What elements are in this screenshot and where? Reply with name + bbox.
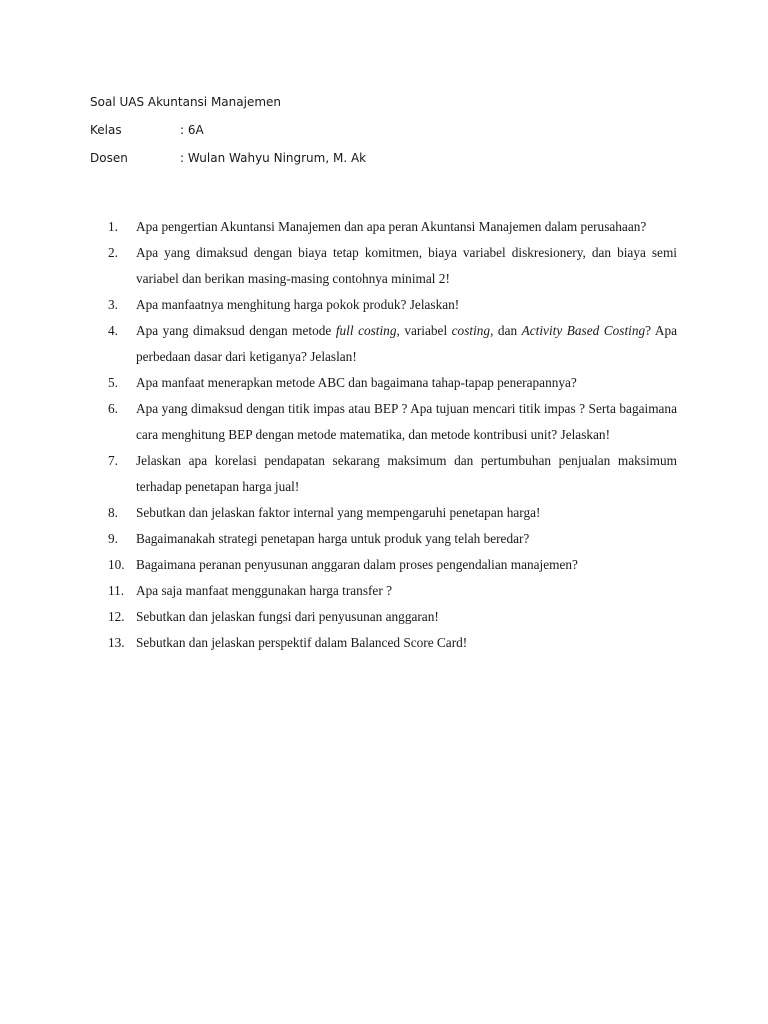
list-item: [108, 214, 677, 240]
dosen-value: : Wulan Wahyu Ningrum, M. Ak: [180, 151, 367, 165]
list-item: [108, 396, 677, 448]
question-number: 13.: [108, 635, 125, 650]
kelas-row: [90, 120, 366, 148]
list-item: [108, 526, 677, 552]
question-text: Apa pengertian Akuntansi Manajemen dan apa peran Akuntansi Manajemen dalam perusahaan?: [136, 219, 647, 234]
list-item: [108, 448, 677, 500]
list-item: [108, 500, 677, 526]
question-text: Apa yang dimaksud dengan biaya tetap komitmen, biaya variabel diskresionery, dan biaya semi variabel dan berikan masing-masing contohnya minimal 2!: [136, 245, 677, 286]
question-number: 11.: [108, 583, 125, 598]
question-text: Jelaskan apa korelasi pendapatan sekarang maksimum dan pertumbuhan penjualan maksimum terhadap penetapan harga jual!: [136, 453, 677, 494]
kelas-label: Kelas: [90, 123, 122, 137]
question-number: 9.: [108, 531, 118, 546]
question-number: 8.: [108, 505, 118, 520]
list-item: [108, 240, 677, 292]
list-item: [108, 292, 677, 318]
list-item: [108, 318, 677, 370]
list-item: [108, 630, 677, 656]
question-number: 3.: [108, 297, 118, 312]
list-item: [108, 370, 677, 396]
question-text: Sebutkan dan jelaskan perspektif dalam Balanced Score Card!: [136, 635, 468, 650]
question-number: 6.: [108, 401, 118, 416]
title-row: [90, 92, 366, 120]
question-number: 1.: [108, 219, 118, 234]
question-number: 4.: [108, 323, 118, 338]
question-text: Apa yang dimaksud dengan titik impas atau BEP ? Apa tujuan mencari titik impas ? Serta bagaimana cara menghitung BEP dengan metode matematika, dan metode kontribusi unit? Jelaskan!: [136, 401, 677, 442]
list-item: [108, 578, 677, 604]
question-text: Bagaimana peranan penyusunan anggaran dalam proses pengendalian manajemen?: [136, 557, 578, 572]
question-text-part: Apa yang dimaksud dengan metode: [136, 323, 336, 338]
dosen-label: Dosen: [90, 151, 128, 165]
question-text-part: ? Apa perbedaan dasar dari ketiganya? Jelaslan!: [136, 323, 677, 364]
question-list: [108, 214, 677, 656]
question-text: Bagaimanakah strategi penetapan harga untuk produk yang telah beredar?: [136, 531, 530, 546]
question-number: 12.: [108, 609, 125, 624]
question-number: 7.: [108, 453, 118, 468]
question-number: 2.: [108, 245, 118, 260]
document-header: [90, 92, 366, 176]
term-activity-based-costing: Activity Based Costing: [521, 323, 646, 338]
question-text: [136, 318, 677, 370]
list-item: [108, 604, 677, 630]
question-text: Sebutkan dan jelaskan faktor internal yang mempengaruhi penetapan harga!: [136, 505, 541, 520]
question-text: Apa manfaat menerapkan metode ABC dan bagaimana tahap-tapap penerapannya?: [136, 375, 577, 390]
question-text: Sebutkan dan jelaskan fungsi dari penyusunan anggaran!: [136, 609, 439, 624]
page-title: Soal UAS Akuntansi Manajemen: [90, 95, 282, 109]
term-costing: costing: [451, 323, 491, 338]
question-text: Apa saja manfaat menggunakan harga transfer ?: [136, 583, 392, 598]
question-number: 10.: [108, 557, 125, 572]
dosen-row: [90, 148, 366, 176]
question-number: 5.: [108, 375, 118, 390]
question-text: Apa manfaatnya menghitung harga pokok produk? Jelaskan!: [136, 297, 460, 312]
question-text-part: , dan: [490, 323, 522, 338]
term-full-costing: full costing: [335, 323, 397, 338]
kelas-value: : 6A: [180, 123, 204, 137]
question-text-part: , variabel: [396, 323, 452, 338]
list-item: [108, 552, 677, 578]
